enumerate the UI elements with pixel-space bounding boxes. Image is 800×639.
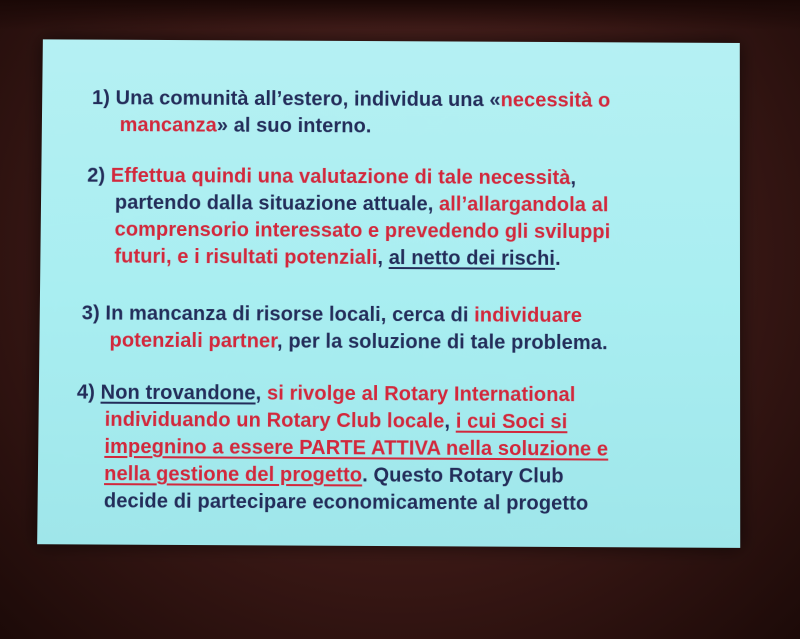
item-1-highlight-2: mancanza bbox=[119, 114, 217, 137]
item-4-line-2 bbox=[76, 407, 608, 437]
item-4-number: 4) bbox=[76, 381, 96, 404]
item-2-line-2 bbox=[87, 190, 611, 220]
item-2-comma-2: , bbox=[377, 246, 389, 270]
slide-item-4 bbox=[76, 379, 609, 517]
item-2-highlight: Effettua quindi una valutazione di tale necessità bbox=[110, 164, 571, 190]
item-4-underlined-2: i cui Soci si bbox=[455, 410, 568, 434]
item-4-line-4 bbox=[76, 461, 608, 491]
item-2-text: partendo dalla situazione attuale, bbox=[114, 191, 440, 216]
item-4-text: . Questo Rotary Club bbox=[362, 464, 564, 488]
slide-item-3 bbox=[81, 300, 607, 357]
item-1-line-1 bbox=[92, 85, 610, 115]
item-3-text-2: , per la soluzione di tale problema. bbox=[276, 330, 608, 355]
item-2-number: 2) bbox=[87, 164, 106, 187]
item-2-comma: , bbox=[570, 167, 577, 190]
item-3-text: In mancanza di risorse locali, cerca di bbox=[105, 302, 475, 327]
item-2-underlined: al netto dei rischi bbox=[388, 247, 556, 270]
item-4-highlight-2: individuando un Rotary Club locale bbox=[104, 408, 445, 433]
item-4-underlined: Non trovandone bbox=[100, 381, 256, 405]
ceiling-shadow bbox=[0, 0, 800, 30]
item-4-line-5: decide di partecipare economicamente al progetto bbox=[103, 490, 589, 515]
item-4-underlined-3: impegnino a essere PARTE ATTIVA nella soluzione e bbox=[104, 435, 609, 461]
item-4-underlined-4: nella gestione del progetto bbox=[104, 462, 363, 487]
item-2-highlight-3: futuri, e i risultati potenziali bbox=[114, 245, 378, 269]
projection-screen bbox=[37, 39, 740, 548]
item-3-line-2 bbox=[81, 327, 607, 357]
item-1-text-2: » al suo interno. bbox=[216, 114, 372, 138]
item-2-line-1 bbox=[87, 163, 610, 193]
item-4-highlight: si rivolge al Rotary International bbox=[266, 382, 576, 407]
item-3-line-1 bbox=[82, 300, 608, 330]
item-1-text: Una comunità all’estero, individua una « bbox=[115, 87, 501, 112]
item-4-line-1 bbox=[77, 379, 609, 409]
item-1-highlight: necessità o bbox=[500, 89, 611, 112]
item-3-highlight-2: potenziali partner bbox=[109, 329, 278, 353]
item-4-comma-2: , bbox=[444, 410, 456, 433]
item-4-comma: , bbox=[255, 382, 268, 405]
item-2-line-3: comprensorio interessato e prevedendo gli sviluppi bbox=[114, 218, 611, 244]
slide-item-2 bbox=[86, 163, 610, 273]
item-3-highlight: individuare bbox=[474, 304, 583, 328]
item-4-line-3 bbox=[76, 434, 608, 464]
item-2-highlight-2: all’allargandola al bbox=[439, 193, 609, 217]
slide-item-1 bbox=[92, 85, 611, 141]
item-2-period: . bbox=[555, 247, 561, 270]
item-1-number: 1) bbox=[91, 87, 111, 110]
item-3-number: 3) bbox=[81, 302, 100, 325]
item-2-line-4 bbox=[86, 243, 610, 273]
item-1-line-2 bbox=[92, 112, 611, 142]
